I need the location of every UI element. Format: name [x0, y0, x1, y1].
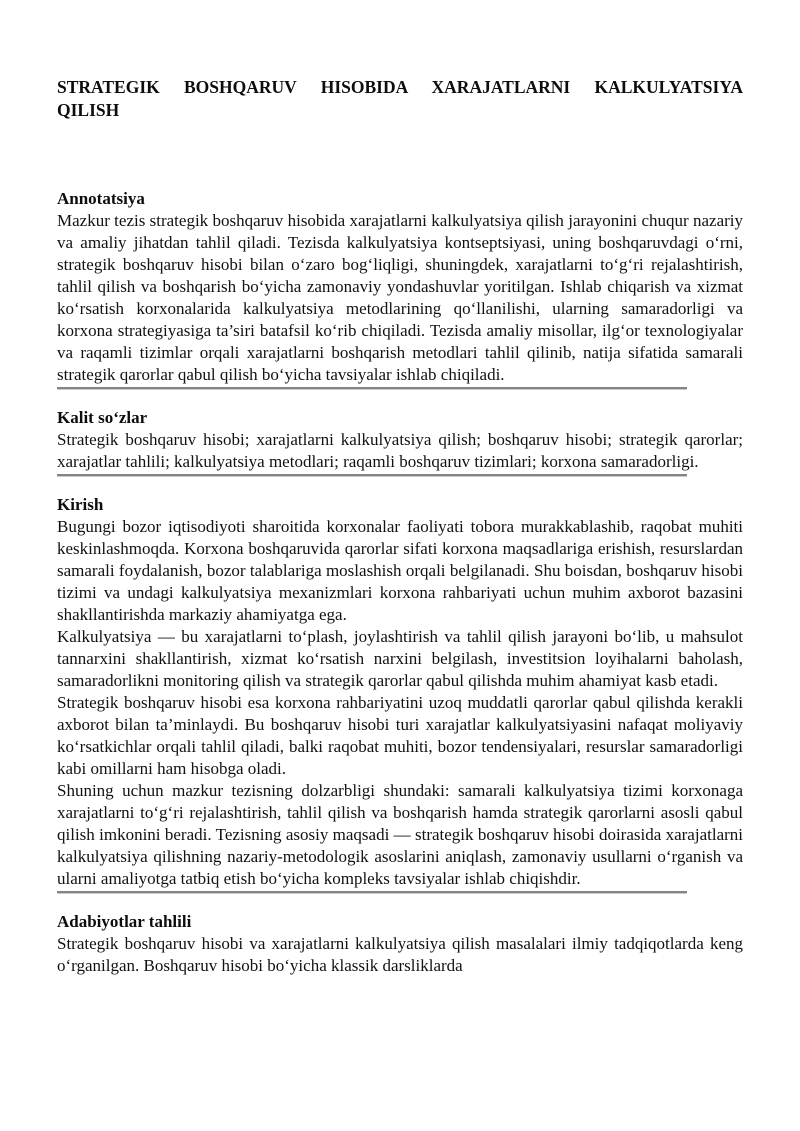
paragraph: Kalkulyatsiya — bu xarajatlarni toʻplash, joylashtirish va tahlil qilish jarayoni boʻlib, u mahsulot tannarxini shakllantirish, xizmat koʻrsatish narxini belgilash, investitsion loyihalarni baholash, samaradorlikni monitoring qilish va strategik qarorlar qabul qilishda muhim ahamiyat kasb etadi.	[57, 627, 743, 690]
page-title	[57, 76, 743, 122]
section-kalit-sozlar	[57, 407, 743, 477]
paragraph: Bugungi bozor iqtisodiyoti sharoitida korxonalar faoliyati tobora murakkablashib, raqobat muhiti keskinlashmoqda. Korxona boshqaruvida qarorlar sifati korxona maqsadlariga erishish, resurslardan samarali foydalanish, bozor talablariga moslashish orqali belgilanadi. Shu boisdan, boshqaruv hisobi tizimi va undagi kalkulyatsiya mexanizmlari korxona rahbariyati uchun muhim axborot bazasini shakllantirishda markaziy ahamiyatga ega.	[57, 517, 743, 624]
page-title-line-1: STRATEGIK BOSHQARUV HISOBIDA XARAJATLARNI KALKULYATSIYA	[57, 77, 743, 97]
section-divider	[57, 387, 687, 390]
paragraph: Strategik boshqaruv hisobi; xarajatlarni kalkulyatsiya qilish; boshqaruv hisobi; strategik qarorlar; xarajatlar tahlili; kalkulyatsiya metodlari; raqamli boshqaruv tizimlari; korxona samaradorligi.	[57, 430, 743, 471]
page-title-line-2: QILISH	[57, 100, 120, 120]
section-divider	[57, 474, 687, 477]
section-adabiyotlar-tahlili	[57, 911, 743, 977]
heading-kalit-sozlar: Kalit soʻzlar	[57, 408, 148, 427]
heading-kirish: Kirish	[57, 495, 104, 514]
heading-annotatsiya: Annotatsiya	[57, 189, 145, 208]
paragraph: Shuning uchun mazkur tezisning dolzarbligi shundaki: samarali kalkulyatsiya tizimi korxonaga xarajatlarni toʻgʻri rejalashtirish, tahlil qilish va boshqarish hamda strategik qarorlarni asosli qabul qilish imkonini beradi. Tezisning asosiy maqsadi — strategik boshqaruv hisobi doirasida xarajatlarni kalkulyatsiya qilishning nazariy-metodologik asoslarini aniqlash, zamonaviy usullarni oʻrganish va ularni amaliyotga tatbiq etish boʻyicha kompleks tavsiyalar ishlab chiqishdir.	[57, 781, 743, 888]
heading-adabiyotlar-tahlili: Adabiyotlar tahlili	[57, 912, 192, 931]
paragraph: Mazkur tezis strategik boshqaruv hisobida xarajatlarni kalkulyatsiya qilish jarayonini chuqur nazariy va amaliy jihatdan tahlil qiladi. Tezisda kalkulyatsiya kontseptsiyasi, uning boshqaruvdagi oʻrni, strategik boshqaruv hisobi bilan oʻzaro bogʻliqligi, shuningdek, xarajatlarni toʻgʻri rejalashtirish, tahlil qilish va boshqarish boʻyicha zamonaviy yondashuvlar yoritilgan. Ishlab chiqarish va xizmat koʻrsatish korxonalarida kalkulyatsiya metodlarining qoʻllanilishi, ularning samaradorligi va korxona strategiyasiga ta’siri batafsil koʻrib chiqiladi. Tezisda amaliy misollar, ilgʻor texnologiyalar va raqamli tizimlar orqali xarajatlarni boshqarish metodlari tahlil qilinib, natija sifatida samarali strategik qarorlar qabul qilish boʻyicha tavsiyalar ishlab chiqiladi.	[57, 211, 743, 384]
section-annotatsiya	[57, 188, 743, 390]
section-kirish	[57, 494, 743, 894]
paragraph: Strategik boshqaruv hisobi esa korxona rahbariyatini uzoq muddatli qarorlar qabul qilishda kerakli axborot bilan ta’minlaydi. Bu boshqaruv hisobi turi xarajatlar kalkulyatsiyasini nafaqat moliyaviy koʻrsatkichlar orqali tahlil qiladi, balki raqobat muhiti, bozor tendensiyalari, resurslar samaradorligi kabi omillarni ham hisobga oladi.	[57, 693, 743, 778]
paragraph: Strategik boshqaruv hisobi va xarajatlarni kalkulyatsiya qilish masalalari ilmiy tadqiqotlarda keng oʻrganilgan. Boshqaruv hisobi boʻyicha klassik darsliklarda	[57, 934, 743, 975]
section-divider	[57, 891, 687, 894]
